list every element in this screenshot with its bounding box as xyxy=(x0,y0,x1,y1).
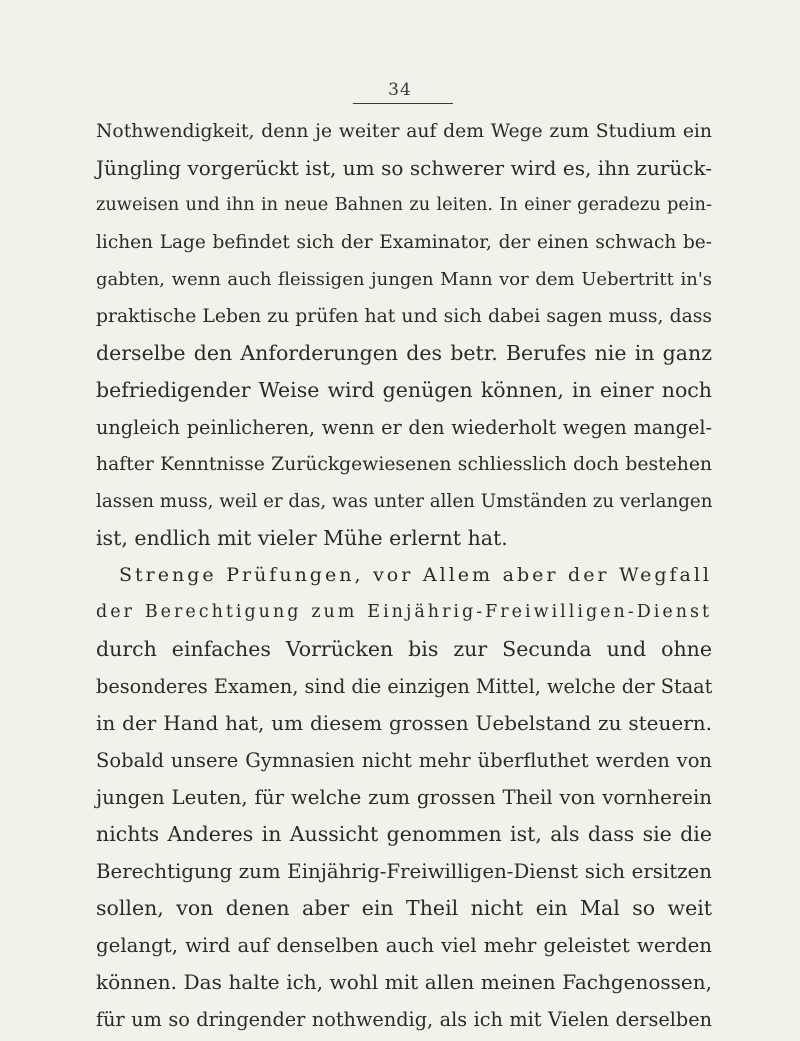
text-line: ungleich peinlicheren, wenn er den wiederholt wegen mangel- xyxy=(96,416,712,439)
text-line: lassen muss, weil er das, was unter allen Umständen zu verlangen xyxy=(96,491,713,512)
text-line: Jüngling vorgerückt ist, um so schwerer wird es, ihn zurück- xyxy=(96,156,712,180)
text-line: besonderes Examen, sind die einzigen Mittel, welche der Staat xyxy=(96,675,713,698)
text-line: lichen Lage befindet sich der Examinator, der einen schwach be- xyxy=(96,232,712,253)
text-line: Strenge Prüfungen, vor Allem aber der Wegfall xyxy=(119,564,712,586)
text-line: durch einfaches Vorrücken bis zur Secunda und ohne xyxy=(96,637,712,661)
text-line: zuweisen und ihn in neue Bahnen zu leiten. In einer geradezu pein- xyxy=(96,195,712,215)
text-line: gabten, wenn auch fleissigen jungen Mann vor dem Uebertritt in's xyxy=(96,269,712,290)
text-line: sollen, von denen aber ein Theil nicht ein Mal so weit xyxy=(96,896,712,920)
text-line: Berechtigung zum Einjährig-Freiwilligen-Dienst sich ersitzen xyxy=(96,860,712,883)
page-number: 34 xyxy=(388,80,412,100)
text-line: in der Hand hat, um diesem grossen Uebelstand zu steuern. xyxy=(96,711,712,735)
text-line: jungen Leuten, für welche zum grossen Theil von vornherein xyxy=(96,786,712,809)
text-line: praktische Leben zu prüfen hat und sich dabei sagen muss, dass xyxy=(96,306,712,327)
text-line: derselbe den Anforderungen des betr. Berufes nie in ganz xyxy=(96,341,712,365)
text-line: nichts Anderes in Aussicht genommen ist, als dass sie die xyxy=(96,822,712,846)
text-line: hafter Kenntnisse Zurückgewiesenen schliesslich doch bestehen xyxy=(96,454,712,475)
header-rule xyxy=(353,103,453,104)
text-line: der Berechtigung zum Einjährig-Freiwilligen-Dienst xyxy=(96,602,712,622)
text-line: gelangt, wird auf denselben auch viel mehr geleistet werden xyxy=(96,934,712,957)
body-text xyxy=(96,113,712,1038)
text-line: können. Das halte ich, wohl mit allen meinen Fachgenossen, xyxy=(96,970,712,994)
text-line: Nothwendigkeit, denn je weiter auf dem Wege zum Studium ein xyxy=(96,121,712,142)
text-line: für um so dringender nothwendig, als ich mit Vielen derselben xyxy=(96,1008,712,1031)
text-line: befriedigender Weise wird genügen können, in einer noch xyxy=(96,378,712,402)
text-line: ist, endlich mit vieler Mühe erlernt hat. xyxy=(96,526,508,550)
text-line: Sobald unsere Gymnasien nicht mehr überfluthet werden von xyxy=(96,749,712,772)
